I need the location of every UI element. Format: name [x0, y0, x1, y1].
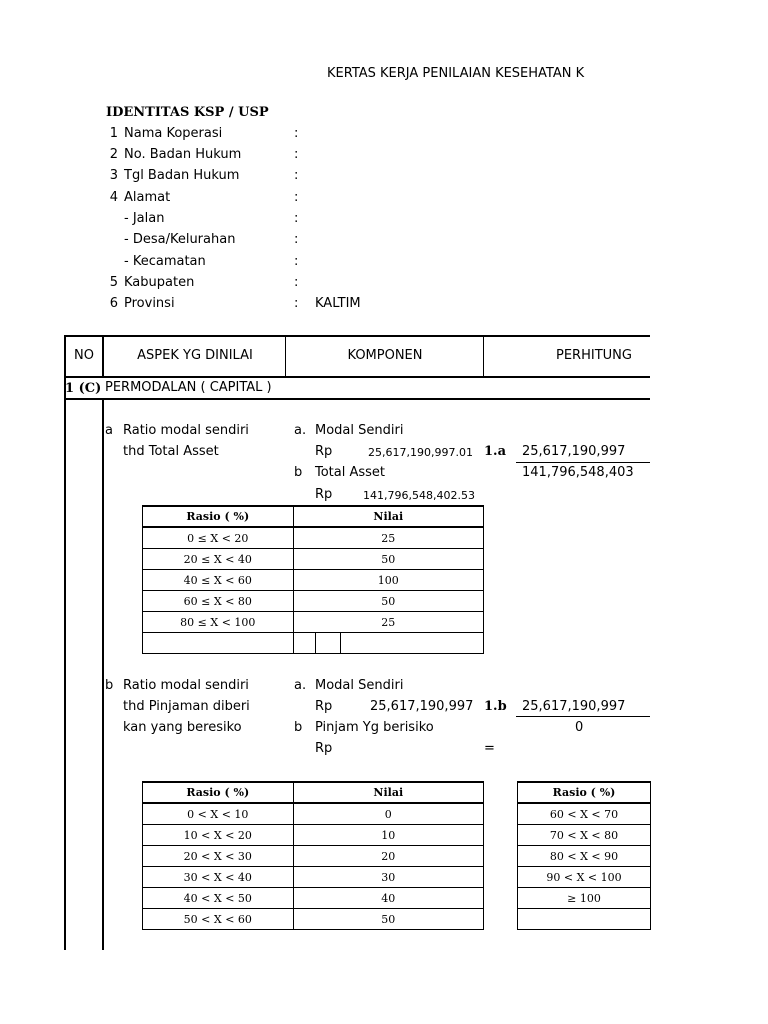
calc-code: 1.a: [484, 444, 506, 459]
table-row: [518, 846, 651, 867]
column-header: Nilai: [293, 506, 483, 527]
rasio-cell: 40 ≤ X < 60: [143, 570, 294, 591]
column-header: Rasio ( %): [143, 782, 294, 803]
rp-value: 141,796,548,402.53: [363, 489, 475, 502]
rasio-table-c: [517, 781, 651, 930]
rasio-cell: 50 < X < 60: [143, 909, 294, 930]
rp-value: 25,617,190,997.01: [368, 446, 473, 459]
field-number: 3: [109, 168, 118, 183]
rp-value: 25,617,190,997: [370, 699, 474, 714]
rasio-cell: [518, 909, 651, 930]
field-value: KALTIM: [315, 296, 361, 311]
item-description: thd Total Asset: [123, 444, 219, 459]
empty-cell: [293, 633, 315, 654]
field-label: Alamat: [124, 190, 171, 205]
identity-heading: IDENTITAS KSP / USP: [106, 105, 269, 120]
field-number: 6: [109, 296, 118, 311]
calc-numerator: 25,617,190,997: [522, 444, 626, 459]
field-label: Provinsi: [124, 296, 175, 311]
rasio-cell: 60 ≤ X < 80: [143, 591, 294, 612]
rp-label: Rp: [315, 741, 333, 756]
calc-code: 1.b: [484, 699, 507, 714]
calc-denominator: 141,796,548,403: [522, 465, 634, 480]
column-header-no: NO: [74, 348, 94, 363]
field-label: - Desa/Kelurahan: [124, 232, 236, 247]
component-label: Pinjam Yg berisiko: [315, 720, 434, 735]
field-colon: :: [294, 232, 299, 247]
component-label: Modal Sendiri: [315, 423, 404, 438]
nilai-cell: 25: [293, 612, 483, 633]
column-header-aspek: ASPEK YG DINILAI: [137, 348, 253, 363]
rasio-cell: 40 < X < 50: [143, 888, 294, 909]
rasio-cell: 90 < X < 100: [518, 867, 651, 888]
table-row: [518, 867, 651, 888]
table-row: [518, 888, 651, 909]
section-label: PERMODALAN ( CAPITAL ): [105, 380, 272, 395]
empty-cell: [315, 633, 341, 654]
item-letter: b: [105, 678, 114, 693]
component-letter: b: [294, 720, 303, 735]
field-number: 1: [109, 126, 118, 141]
item-description: Ratio modal sendiri: [123, 678, 249, 693]
table-left-border: [64, 335, 66, 950]
table-row: [143, 633, 484, 654]
table-row: [143, 867, 484, 888]
component-label: Modal Sendiri: [315, 678, 404, 693]
table-row: [143, 591, 484, 612]
field-number: 5: [109, 275, 118, 290]
rasio-cell: 0 < X < 10: [143, 803, 294, 825]
field-colon: :: [294, 296, 299, 311]
nilai-cell: 30: [293, 867, 483, 888]
rp-label: Rp: [315, 699, 333, 714]
field-colon: :: [294, 190, 299, 205]
component-letter: b: [294, 465, 303, 480]
field-label: Kabupaten: [124, 275, 195, 290]
fraction-line: [516, 716, 650, 717]
field-colon: :: [294, 211, 299, 226]
item-letter: a: [105, 423, 113, 438]
table-row: [143, 612, 484, 633]
rasio-cell: 80 ≤ X < 100: [143, 612, 294, 633]
equals-sign: =: [484, 741, 495, 756]
field-label: - Jalan: [124, 211, 165, 226]
table-row: [143, 570, 484, 591]
rasio-cell: 70 < X < 80: [518, 825, 651, 846]
table-row: [143, 549, 484, 570]
field-label: Nama Koperasi: [124, 126, 223, 141]
no-column-divider: [102, 400, 104, 950]
field-label: - Kecamatan: [124, 254, 206, 269]
header-bottom-border: [64, 376, 650, 378]
rasio-cell: 20 ≤ X < 40: [143, 549, 294, 570]
nilai-cell: 25: [293, 527, 483, 549]
component-letter: a.: [294, 678, 307, 693]
empty-cell: [341, 633, 484, 654]
nilai-cell: 50: [293, 591, 483, 612]
field-label: No. Badan Hukum: [124, 147, 242, 162]
table-row: [143, 803, 484, 825]
field-colon: :: [294, 126, 299, 141]
empty-cell: [143, 633, 294, 654]
fraction-line: [516, 462, 650, 463]
rasio-table-a: [142, 505, 484, 654]
nilai-cell: 50: [293, 909, 483, 930]
item-description: thd Pinjaman diberi: [123, 699, 250, 714]
table-row: [143, 909, 484, 930]
rasio-cell: ≥ 100: [518, 888, 651, 909]
item-description: Ratio modal sendiri: [123, 423, 249, 438]
rasio-cell: 80 < X < 90: [518, 846, 651, 867]
column-header: Nilai: [293, 782, 483, 803]
field-colon: :: [294, 275, 299, 290]
field-colon: :: [294, 254, 299, 269]
column-header: Rasio ( %): [143, 506, 294, 527]
nilai-cell: 40: [293, 888, 483, 909]
rp-label: Rp: [315, 444, 333, 459]
table-row: [143, 825, 484, 846]
calc-numerator: 25,617,190,997: [522, 699, 626, 714]
table-row: [143, 888, 484, 909]
field-colon: :: [294, 147, 299, 162]
nilai-cell: 20: [293, 846, 483, 867]
page-title: KERTAS KERJA PENILAIAN KESEHATAN K: [327, 66, 585, 81]
nilai-cell: 10: [293, 825, 483, 846]
column-header-perhitungan: PERHITUNG: [556, 348, 632, 363]
section-bottom-border: [64, 398, 650, 400]
field-number: 2: [109, 147, 118, 162]
section-number: 1 (C): [65, 381, 102, 396]
component-letter: a.: [294, 423, 307, 438]
field-number: 4: [109, 190, 118, 205]
rasio-cell: 20 < X < 30: [143, 846, 294, 867]
component-label: Total Asset: [315, 465, 386, 480]
table-row: [518, 909, 651, 930]
table-row: [143, 527, 484, 549]
rasio-cell: 10 < X < 20: [143, 825, 294, 846]
rp-label: Rp: [315, 487, 333, 502]
calc-denominator: 0: [575, 720, 584, 735]
table-row: [143, 846, 484, 867]
rasio-cell: 60 < X < 70: [518, 803, 651, 825]
item-description: kan yang beresiko: [123, 720, 242, 735]
column-header: Rasio ( %): [518, 782, 651, 803]
column-header-komponen: KOMPONEN: [347, 348, 423, 363]
nilai-cell: 0: [293, 803, 483, 825]
nilai-cell: 100: [293, 570, 483, 591]
table-row: [518, 825, 651, 846]
rasio-cell: 30 < X < 40: [143, 867, 294, 888]
rasio-cell: 0 ≤ X < 20: [143, 527, 294, 549]
nilai-cell: 50: [293, 549, 483, 570]
rasio-table-b: [142, 781, 484, 930]
table-row: [518, 803, 651, 825]
header-top-border: [64, 335, 650, 337]
field-colon: :: [294, 168, 299, 183]
field-label: Tgl Badan Hukum: [124, 168, 240, 183]
